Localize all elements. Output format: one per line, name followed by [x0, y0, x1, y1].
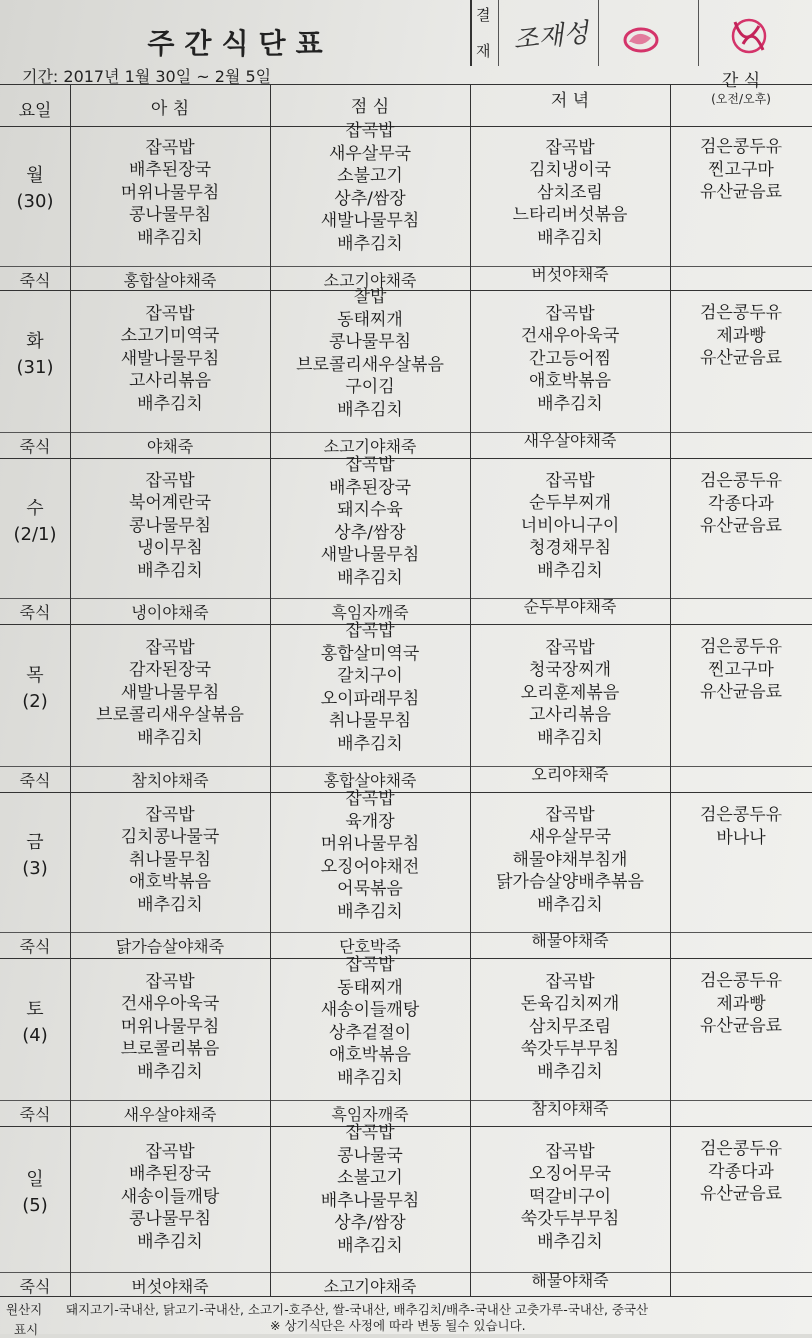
breakfast-item: 브로콜리새우살볶음: [96, 705, 244, 726]
breakfast-item: 김치콩나물국: [120, 827, 220, 848]
day-label: [0, 830, 70, 882]
dinner-item: 청경채무침: [528, 538, 612, 559]
dinner-item: 배추김치: [537, 727, 603, 748]
lunch-item: 새송이들깨탕: [320, 1000, 420, 1021]
breakfast-item: 잡곡밥: [145, 1141, 195, 1162]
jook-breakfast: 홍합살야채죽: [123, 271, 217, 290]
dinner-item: 오리훈제볶음: [520, 682, 620, 703]
lunch-item: 새발나물무침: [320, 211, 420, 232]
jook-top-line: [0, 1100, 812, 1101]
notice-text: ※ 상기식단은 사정에 따라 변동 될수 있습니다.: [270, 1318, 526, 1333]
breakfast-cell: [70, 137, 270, 250]
breakfast-item: 배추김치: [137, 560, 203, 581]
approval-box: [470, 0, 812, 66]
jook-dinner: 오리야채죽: [531, 765, 609, 784]
dinner-item: 순두부찌개: [528, 493, 612, 514]
snack-item: 검은콩두유: [699, 471, 783, 491]
dinner-item: 쑥갓두부무침: [520, 1039, 620, 1060]
dinner-item: 배추김치: [537, 227, 603, 248]
lunch-item: 돼지수육: [337, 500, 403, 521]
day-date: (30): [16, 191, 54, 212]
dinner-item: 해물야채부침개: [512, 849, 628, 870]
breakfast-item: 브로콜리볶음: [120, 1039, 220, 1060]
breakfast-item: 배추된장국: [128, 160, 212, 181]
dinner-item: 잡곡밥: [545, 1141, 595, 1162]
snack-item: 검은콩두유: [699, 303, 783, 323]
breakfast-item: 배추김치: [137, 727, 203, 748]
approval-cell-1: [498, 0, 599, 66]
lunch-item: 브로콜리새우살볶음: [296, 354, 444, 375]
dinner-item: 건새우아욱국: [520, 326, 620, 347]
header-snack-sub: (오전/오후): [711, 92, 771, 106]
approval-cell-3: [698, 0, 812, 66]
jook-label: 죽식: [19, 437, 51, 456]
jook-top-line: [0, 1272, 812, 1273]
snack-item: 유산균음료: [699, 182, 783, 203]
day-name: 월: [26, 165, 44, 186]
lunch-item: 애호박볶음: [328, 1045, 412, 1066]
breakfast-cell: [70, 971, 270, 1084]
lunch-item: 상추/쌈장: [334, 188, 406, 209]
jook-top-line: [0, 598, 812, 599]
dinner-item: 잡곡밥: [545, 804, 595, 825]
snack-item: 바나나: [716, 827, 766, 848]
jook-breakfast: 새우살야채죽: [123, 1105, 217, 1124]
dinner-cell: [470, 637, 670, 750]
jook-dinner: 해물야채죽: [531, 1271, 609, 1290]
snack-cell: [670, 1138, 812, 1206]
jook-dinner: 해물야채죽: [531, 931, 609, 950]
dinner-item: 배추김치: [537, 1061, 603, 1082]
snack-cell: [670, 804, 812, 849]
jook-top-line: [0, 266, 812, 267]
breakfast-item: 콩나물무침: [128, 205, 212, 226]
dinner-item: 오징어무국: [528, 1164, 612, 1185]
jook-breakfast: 버섯야채죽: [131, 1277, 209, 1296]
jook-label: 죽식: [19, 771, 51, 790]
snack-item: 각종다과: [708, 1161, 774, 1182]
breakfast-item: 잡곡밥: [145, 971, 195, 992]
breakfast-item: 콩나물무침: [128, 1209, 212, 1230]
header-lunch: 점 심: [350, 97, 390, 117]
lunch-cell: [270, 286, 470, 422]
day-label: [0, 997, 70, 1049]
breakfast-item: 배추김치: [137, 1061, 203, 1082]
jook-breakfast: 참치야채죽: [131, 771, 209, 790]
dinner-item: 배추김치: [537, 560, 603, 581]
jook-lunch: 흑임자깨죽: [331, 603, 409, 622]
lunch-item: 상추/쌈장: [334, 522, 406, 543]
dinner-item: 애호박볶음: [528, 371, 612, 392]
breakfast-item: 새발나물무침: [120, 682, 220, 703]
snack-item: 검은콩두유: [699, 1139, 783, 1159]
lunch-item: 오징어야채전: [320, 856, 420, 877]
jook-dinner: 버섯야채죽: [531, 265, 609, 284]
header-dinner: 저 녁: [550, 91, 590, 111]
jook-dinner: 순두부야채죽: [523, 597, 617, 616]
dinner-cell: [470, 303, 670, 416]
day-name: 금: [26, 832, 44, 853]
lunch-item: 머위나물무침: [320, 834, 420, 855]
breakfast-item: 취나물무침: [128, 849, 212, 870]
jook-lunch: 흑임자깨죽: [331, 1105, 409, 1124]
approval-cell-2: [598, 0, 699, 66]
snack-item: 검은콩두유: [699, 805, 783, 825]
dinner-item: 잡곡밥: [545, 971, 595, 992]
signature-3-stamp: [713, 4, 812, 66]
dinner-cell: [470, 470, 670, 583]
lunch-item: 육개장: [345, 811, 395, 832]
breakfast-cell: [70, 303, 270, 416]
jook-lunch: 소고기야채죽: [323, 437, 417, 456]
dinner-item: 너비아니구이: [520, 515, 620, 536]
jook-label: 죽식: [19, 1105, 51, 1124]
day-label: [0, 496, 70, 548]
lunch-item: 상추겉절이: [328, 1022, 412, 1043]
snack-item: 검은콩두유: [699, 137, 783, 157]
jook-dinner: 참치야채죽: [531, 1099, 609, 1118]
breakfast-item: 잡곡밥: [145, 137, 195, 158]
day-name: 토: [26, 999, 44, 1020]
page-title: 주간식단표: [147, 27, 333, 60]
jook-label: 죽식: [19, 937, 51, 956]
origin-label: 원산지: [6, 1302, 43, 1317]
lunch-item: 배추나물무침: [320, 1190, 420, 1211]
header-snack-sub-wrap: [670, 88, 812, 108]
lunch-cell: [270, 620, 470, 756]
breakfast-item: 머위나물무침: [120, 182, 220, 203]
lunch-item: 홍합살미역국: [320, 643, 420, 664]
dinner-cell: [470, 1141, 670, 1254]
jook-lunch: 홍합살야채죽: [323, 771, 417, 790]
dinner-item: 닭가슴살양배추볶음: [496, 872, 644, 893]
header-breakfast: 아 침: [150, 99, 190, 119]
breakfast-cell: [70, 1141, 270, 1254]
dinner-cell: [470, 137, 670, 250]
dinner-cell: [470, 971, 670, 1084]
dinner-item: 청국장찌개: [528, 660, 612, 681]
breakfast-item: 배추된장국: [128, 1164, 212, 1185]
snack-item: 유산균음료: [699, 1016, 783, 1037]
breakfast-item: 콩나물무침: [128, 515, 212, 536]
lunch-item: 구이김: [345, 377, 395, 398]
lunch-item: 배추김치: [337, 567, 403, 588]
jook-dinner: 새우살야채죽: [523, 431, 617, 450]
signature-1: 조재성: [511, 18, 590, 56]
lunch-item: 배추김치: [337, 1067, 403, 1088]
dinner-item: 삼치무조림: [528, 1016, 612, 1037]
breakfast-cell: [70, 637, 270, 750]
dinner-item: 느타리버섯볶음: [512, 205, 628, 226]
dinner-item: 잡곡밥: [545, 637, 595, 658]
lunch-item: 콩나물국: [337, 1145, 403, 1166]
day-date: (2/1): [13, 524, 57, 545]
lunch-item: 새우살무국: [328, 143, 412, 164]
breakfast-cell: [70, 470, 270, 583]
lunch-item: 취나물무침: [328, 711, 412, 732]
header-snack: 간 식: [721, 71, 761, 91]
jook-breakfast: 냉이야채죽: [131, 603, 209, 622]
snack-item: 제과빵: [716, 993, 766, 1014]
day-name: 목: [26, 665, 44, 686]
breakfast-cell: [70, 804, 270, 917]
snack-cell: [670, 636, 812, 704]
lunch-cell: [270, 120, 470, 256]
day-label: [0, 163, 70, 215]
lunch-item: 잡곡밥: [345, 955, 395, 975]
jook-breakfast: 야채죽: [146, 437, 194, 456]
snack-item: 각종다과: [708, 493, 774, 514]
snack-item: 검은콩두유: [699, 971, 783, 991]
breakfast-item: 머위나물무침: [120, 1016, 220, 1037]
lunch-item: 배추김치: [337, 233, 403, 254]
lunch-item: 어묵볶음: [337, 879, 403, 900]
breakfast-item: 잡곡밥: [145, 637, 195, 658]
snack-item: 유산균음료: [699, 516, 783, 537]
snack-cell: [670, 970, 812, 1038]
dinner-item: 배추김치: [537, 894, 603, 915]
day-date: (3): [22, 858, 48, 879]
dinner-item: 잡곡밥: [545, 137, 595, 158]
jook-lunch: 소고기야채죽: [323, 271, 417, 290]
signature-2-stamp: [619, 6, 709, 66]
dinner-item: 쑥갓두부무침: [520, 1209, 620, 1230]
day-label: [0, 1167, 70, 1219]
jook-label: 죽식: [19, 603, 51, 622]
snack-item: 유산균음료: [699, 1184, 783, 1205]
dinner-item: 고사리볶음: [528, 705, 612, 726]
period-text: 기간: 2017년 1월 30일 ~ 2월 5일: [22, 67, 272, 86]
jook-breakfast: 닭가슴살야채죽: [115, 937, 225, 956]
dinner-item: 돈육김치찌개: [520, 994, 620, 1015]
lunch-item: 찰밥: [353, 287, 387, 307]
dinner-item: 김치냉이국: [528, 160, 612, 181]
dinner-item: 새우살무국: [528, 827, 612, 848]
lunch-item: 동태찌개: [337, 309, 403, 330]
lunch-cell: [270, 454, 470, 590]
snack-cell: [670, 136, 812, 204]
lunch-item: 잡곡밥: [345, 621, 395, 641]
jook-lunch: 단호박죽: [339, 937, 401, 956]
breakfast-item: 새발나물무침: [120, 348, 220, 369]
lunch-item: 배추김치: [337, 733, 403, 754]
breakfast-item: 잡곡밥: [145, 804, 195, 825]
breakfast-item: 감자된장국: [128, 660, 212, 681]
day-date: (31): [16, 357, 54, 378]
breakfast-item: 소고기미역국: [120, 326, 220, 347]
lunch-item: 새발나물무침: [320, 545, 420, 566]
breakfast-item: 건새우아욱국: [120, 994, 220, 1015]
day-label: [0, 329, 70, 381]
jook-label: 죽식: [19, 271, 51, 290]
snack-cell: [670, 302, 812, 370]
breakfast-item: 배추김치: [137, 1231, 203, 1252]
breakfast-item: 배추김치: [137, 894, 203, 915]
snack-item: 유산균음료: [699, 682, 783, 703]
dinner-item: 간고등어찜: [528, 348, 612, 369]
snack-item: 제과빵: [716, 325, 766, 346]
dinner-item: 떡갈비구이: [528, 1186, 612, 1207]
lunch-cell: [270, 1122, 470, 1258]
lunch-item: 배추김치: [337, 901, 403, 922]
day-label: [0, 663, 70, 715]
day-date: (2): [22, 691, 48, 712]
lunch-item: 배추김치: [337, 1235, 403, 1256]
lunch-item: 잡곡밥: [345, 789, 395, 809]
snack-item: 검은콩두유: [699, 637, 783, 657]
dinner-item: 배추김치: [537, 1231, 603, 1252]
lunch-item: 배추된장국: [328, 477, 412, 498]
breakfast-item: 배추김치: [137, 393, 203, 414]
dinner-item: 잡곡밥: [545, 470, 595, 491]
day-name: 화: [26, 331, 44, 352]
dinner-cell: [470, 804, 670, 917]
breakfast-item: 냉이무침: [137, 538, 203, 559]
snack-item: 유산균음료: [699, 348, 783, 369]
lunch-item: 오이파래무침: [320, 688, 420, 709]
breakfast-item: 새송이들깨탕: [120, 1186, 220, 1207]
lunch-item: 잡곡밥: [345, 455, 395, 475]
origin-text: 돼지고기-국내산, 닭고기-국내산, 소고기-호주산, 쌀-국내산, 배추김치/배추-국내산 고춧가루-국내산, 중국산: [66, 1302, 649, 1317]
jook-top-line: [0, 932, 812, 933]
day-name: 수: [26, 498, 44, 519]
snack-item: 찐고구마: [708, 159, 774, 180]
breakfast-item: 애호박볶음: [128, 872, 212, 893]
approval-label-top: 결: [476, 6, 491, 24]
jook-top-line: [0, 432, 812, 433]
lunch-cell: [270, 954, 470, 1090]
dinner-item: 잡곡밥: [545, 303, 595, 324]
lunch-item: 상추/쌈장: [334, 1213, 406, 1234]
breakfast-item: 고사리볶음: [128, 371, 212, 392]
lunch-cell: [270, 788, 470, 924]
lunch-item: 잡곡밥: [345, 1123, 395, 1143]
jook-top-line: [0, 766, 812, 767]
day-date: (5): [22, 1195, 48, 1216]
lunch-item: 갈치구이: [337, 666, 403, 687]
lunch-item: 잡곡밥: [345, 121, 395, 141]
lunch-item: 소불고기: [337, 1168, 403, 1189]
approval-label-bottom: 재: [476, 42, 491, 60]
breakfast-item: 잡곡밥: [145, 303, 195, 324]
lunch-item: 배추김치: [337, 399, 403, 420]
origin-label-2: 표시: [14, 1322, 39, 1337]
dinner-item: 배추김치: [537, 393, 603, 414]
day-date: (4): [22, 1025, 48, 1046]
snack-cell: [670, 470, 812, 538]
jook-label: 죽식: [19, 1277, 51, 1296]
day-name: 일: [26, 1169, 44, 1190]
lunch-item: 소불고기: [337, 166, 403, 187]
header-day: 요일: [18, 101, 52, 121]
jook-lunch: 소고기야채죽: [323, 1277, 417, 1296]
snack-item: 찐고구마: [708, 659, 774, 680]
breakfast-item: 북어계란국: [128, 493, 212, 514]
dinner-item: 삼치조림: [537, 182, 603, 203]
lunch-item: 콩나물무침: [328, 332, 412, 353]
lunch-item: 동태찌개: [337, 977, 403, 998]
breakfast-item: 배추김치: [137, 227, 203, 248]
breakfast-item: 잡곡밥: [145, 470, 195, 491]
